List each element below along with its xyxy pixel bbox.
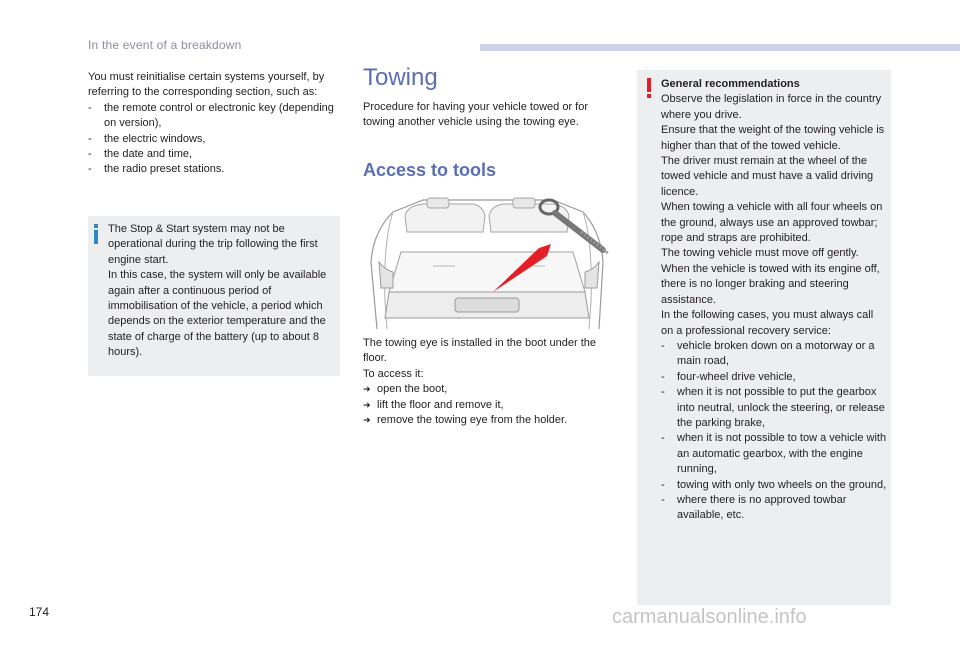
list-item: - the remote control or electronic key (depending on version),: [88, 101, 334, 130]
warning-box: [637, 70, 891, 605]
list-item: - towing with only two wheels on the ground,: [661, 478, 887, 491]
list-item: - four-wheel drive vehicle,: [661, 370, 796, 383]
list-item: ➜ open the boot,: [363, 382, 615, 397]
warning-text: General recommendations Observe the legislation in force in the country where you drive. Ensure that the weight of the towing vehicle is higher than that of the towed vehicle. The driver must remain at the wheel of the towed vehicle and must have a valid driving licence. When towing a vehicle with all four wheels on the ground, always use an approved towbar; rope and straps are prohibited. The towing vehicle must move off gently. When the vehicle is towed with its engine off, there is no longer braking and steering assistance. In the following cases, you must always call on a professional recovery service: - vehicle broken down on a motorway or a main road, - four-wheel drive vehicle, - when it is not possible to put the gearbox into neutral, unlock the steering, or release the parking brake, - when it is not possible to tow a vehicle with an automatic gearbox, with the engine running, - towing with only two wheels on the ground, - where there is no approved towbar available, etc.: [661, 77, 887, 524]
towing-intro: Procedure for having your vehicle towed or for towing another vehicle using the towing eye.: [363, 101, 589, 129]
section-title: In the event of a breakdown: [88, 38, 242, 52]
list-item: - the radio preset stations.: [88, 163, 225, 176]
arrow-icon: ➜: [363, 415, 371, 426]
page-number: 174: [29, 605, 50, 619]
arrow-icon: ➜: [363, 384, 371, 395]
list-item: - when it is not possible to tow a vehicle with an automatic gearbox, with the engine running,: [661, 432, 887, 476]
warning-icon: [647, 78, 651, 98]
list-item: - the date and time,: [88, 148, 193, 161]
list-item: - vehicle broken down on a motorway or a main road,: [661, 339, 875, 368]
list-item: ➜ lift the floor and remove it,: [363, 398, 615, 413]
towing-title: Towing: [363, 64, 438, 91]
list-item: ➜ remove the towing eye from the holder.: [363, 413, 615, 428]
list-item: - where there is no approved towbar available, etc.: [661, 493, 847, 522]
access-title: Access to tools: [363, 160, 497, 180]
list-item: - when it is not possible to put the gearbox into neutral, unlock the steering, or release the parking brake,: [661, 386, 885, 429]
column-1: [88, 70, 340, 178]
warning-heading: General recommendations: [661, 78, 800, 90]
info-note-text: The Stop & Start system may not be operational during the trip following the first engine start. In this case, the system will only be available again after a continuous period of immobilisation of the vehicle, a period which depends on the exterior temperature and the state of charge of the battery (up to about 8 hours).: [108, 223, 327, 359]
watermark: carmanualsonline.info: [612, 606, 807, 628]
info-icon: [94, 224, 98, 244]
access-instructions: The towing eye is installed in the boot under the floor. To access it: ➜ open the boot, ➜ lift the floor and remove it, ➜ remove the towing eye from the holder.: [363, 336, 615, 428]
reinit-intro: You must reinitialise certain systems yourself, by referring to the corresponding section, such as:: [88, 71, 325, 99]
list-item: - the electric windows,: [88, 132, 206, 145]
arrow-icon: ➜: [363, 399, 371, 410]
header-bar: [480, 44, 960, 51]
boot-illustration: [363, 192, 616, 329]
info-note-box: [88, 216, 340, 376]
